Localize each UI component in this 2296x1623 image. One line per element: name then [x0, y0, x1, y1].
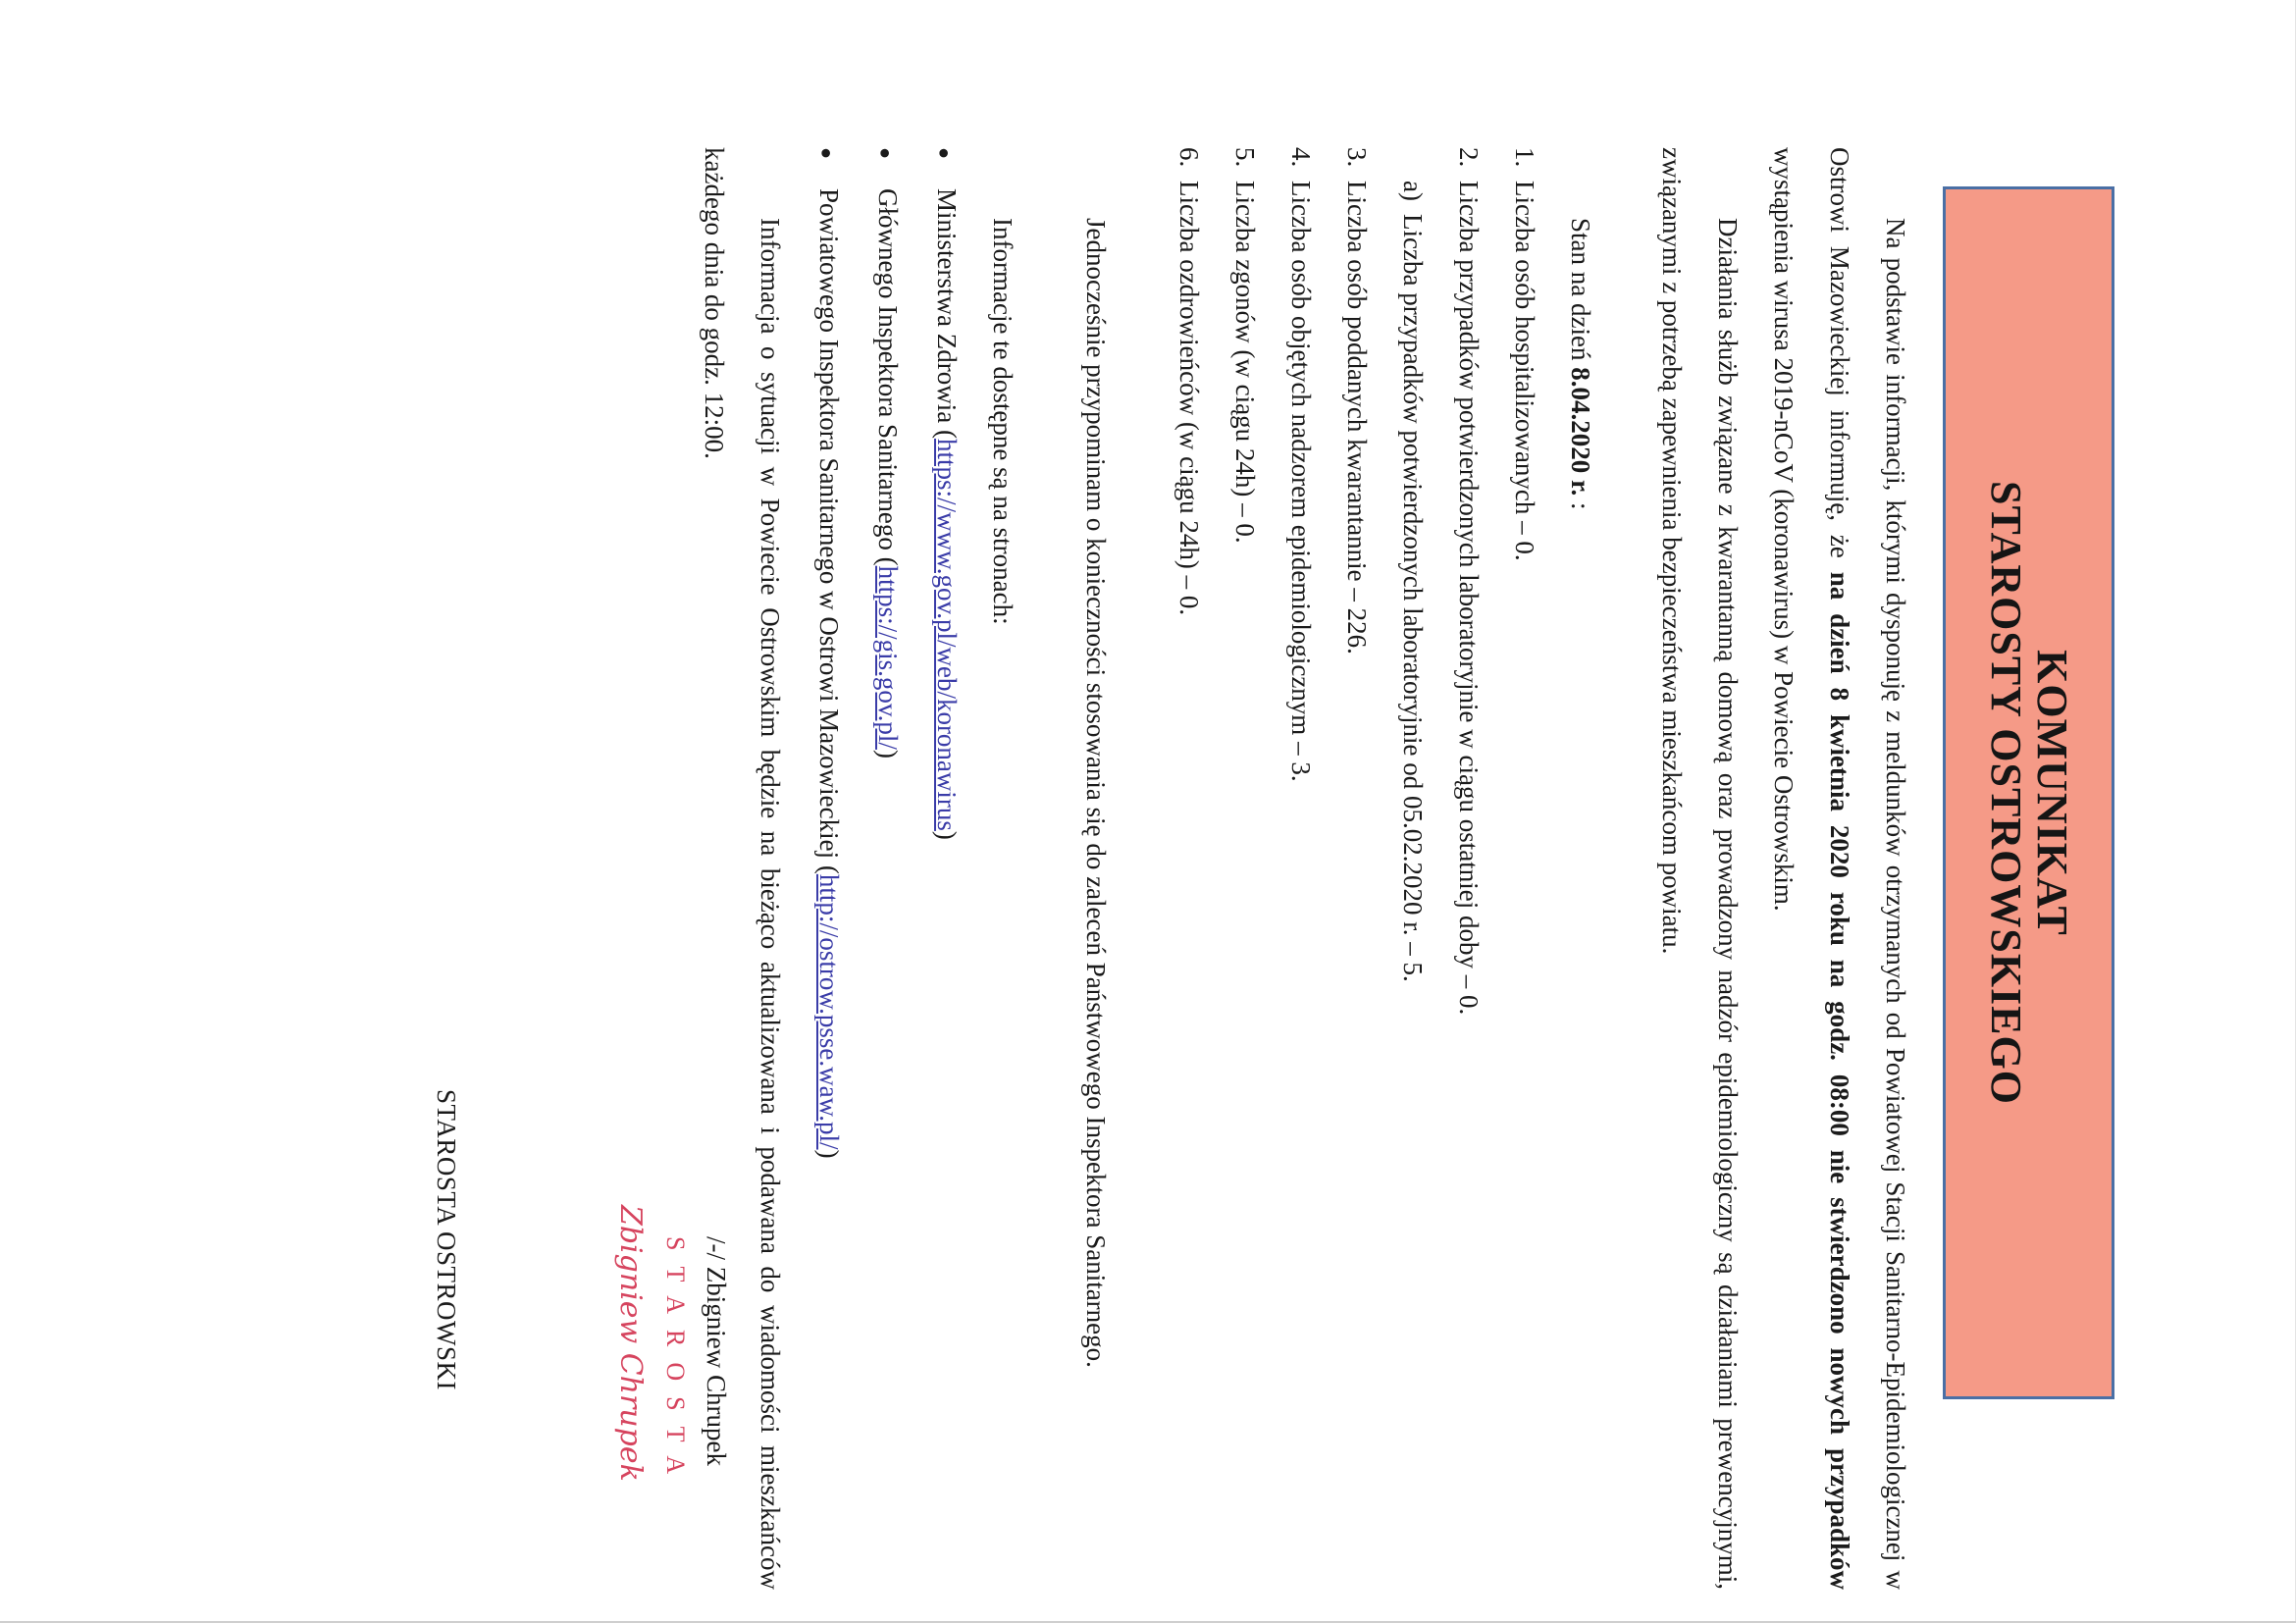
list-subitem: [1384, 147, 1440, 1590]
stats-list: [1161, 147, 1552, 1590]
actions-paragraph: Działania służb związane z kwarantanną domową oraz prowadzony nadzór epidemiologiczny są działaniami prewencyjnymi, związanymi z potrzebą zapewnienia bezpieczeństwa mieszkańcom powiatu.: [1657, 147, 1743, 1590]
list-text: Liczba osób poddanych kwarantannie – 226.: [1342, 181, 1372, 654]
link-label: Ministerstwa Zdrowia (: [932, 188, 962, 439]
title-box: [1943, 186, 2114, 1399]
signature-name: /-/ Zbigniew Chrupek: [702, 1236, 731, 1466]
link-close: ): [932, 830, 962, 840]
list-item: [1161, 147, 1217, 1590]
list-number: 5.: [1230, 147, 1260, 168]
info-intro: Informacje te dostępne są na stronach:: [988, 218, 1018, 625]
intro-paragraph: [1755, 147, 1923, 1590]
stamp-title: STAROSTA: [661, 1236, 690, 1491]
link-close: ): [814, 1149, 844, 1159]
list-text: Liczba osób hospitalizowanych – 0.: [1510, 181, 1539, 561]
bullet-icon: ●: [933, 147, 955, 160]
reminder-paragraph: Jednocześnie przypominam o konieczności stosowania się do zaleceń Państwowego Inspektora Sanitarnego.: [1081, 218, 1111, 1368]
list-text: Liczba przypadków potwierdzonych laboratoryjnie od 05.02.2020 r. – 5.: [1398, 214, 1428, 982]
list-item: [1440, 147, 1496, 1590]
list-item: [1273, 147, 1329, 1590]
signature-office: STAROSTA OSTROWSKI: [432, 1089, 461, 1390]
intro-text-end: wystąpienia wirusa 2019-nCoV (koronawirus) w Powiecie Ostrowskim.: [1769, 147, 1799, 912]
list-number: 1.: [1510, 147, 1539, 168]
intro-text: Na podstawie informacji, którymi dysponuję z meldunków otrzymanych od Powiatowej Stacji Sanitarno-Epidemiologicznej w Ostrowi Mazowieckiej informuję, że: [1825, 147, 1910, 1590]
list-number: 6.: [1174, 147, 1204, 168]
bullet-icon: ●: [874, 147, 896, 160]
list-text: Liczba zgonów (w ciągu 24h) – 0.: [1230, 181, 1260, 544]
list-item: [1217, 147, 1273, 1590]
list-item: [915, 147, 974, 1590]
handwritten-signature: Zbigniew Chrupek: [613, 1205, 648, 1482]
link-label: Głównego Inspektora Sanitarnego (: [873, 188, 903, 566]
bullet-icon: ●: [815, 147, 837, 160]
document-body: [686, 147, 1923, 1590]
status-suffix: :: [1566, 496, 1595, 510]
list-item: [798, 147, 857, 1590]
link-close: ): [873, 749, 903, 759]
list-number: 3.: [1342, 147, 1372, 168]
status-line: [1552, 147, 1608, 1590]
link-gis[interactable]: https://gis.gov.pl/: [873, 565, 903, 750]
status-prefix: Stan na dzień: [1566, 218, 1595, 368]
list-text: Liczba osób objętych nadzorem epidemiologicznym – 3.: [1286, 181, 1316, 782]
closing-paragraph: Informacja o sytuacji w Powiecie Ostrowskim będzie na bieżąco aktualizowana i podawana do wiadomości mieszkańców każdego dnia do godz. 12:00.: [700, 147, 785, 1590]
link-label: Powiatowego Inspektora Sanitarnego w Ostrowi Mazowieckiej (: [814, 188, 844, 874]
list-item: [857, 147, 915, 1590]
list-number: a): [1398, 181, 1428, 201]
intro-highlight: na dzień 8 kwietnia 2020 roku na godz. 08:00 nie stwierdzono nowych przypadków: [1825, 571, 1854, 1590]
list-number: 4.: [1286, 147, 1316, 168]
link-psse-ostrow[interactable]: http://ostrow.psse.waw.pl/: [814, 873, 844, 1150]
list-number: 2.: [1454, 147, 1484, 168]
list-text: Liczba przypadków potwierdzonych laboratoryjnie w ciągu ostatniej doby – 0.: [1454, 181, 1484, 1016]
title-line-1: KOMUNIKAT: [2027, 650, 2076, 936]
list-item: [1329, 147, 1384, 1590]
status-date: 8.04.2020 r.: [1566, 367, 1595, 497]
title-line-2: STAROSTY OSTROWSKIEGO: [1982, 481, 2031, 1105]
link-ministry-of-health[interactable]: https://www.gov.pl/web/koronawirus: [932, 438, 962, 831]
signature-block: [610, 1158, 736, 1570]
list-text: Liczba ozdrowieńców (w ciągu 24h) – 0.: [1174, 181, 1204, 616]
list-item: [1496, 147, 1552, 1590]
links-list: [798, 147, 974, 1590]
